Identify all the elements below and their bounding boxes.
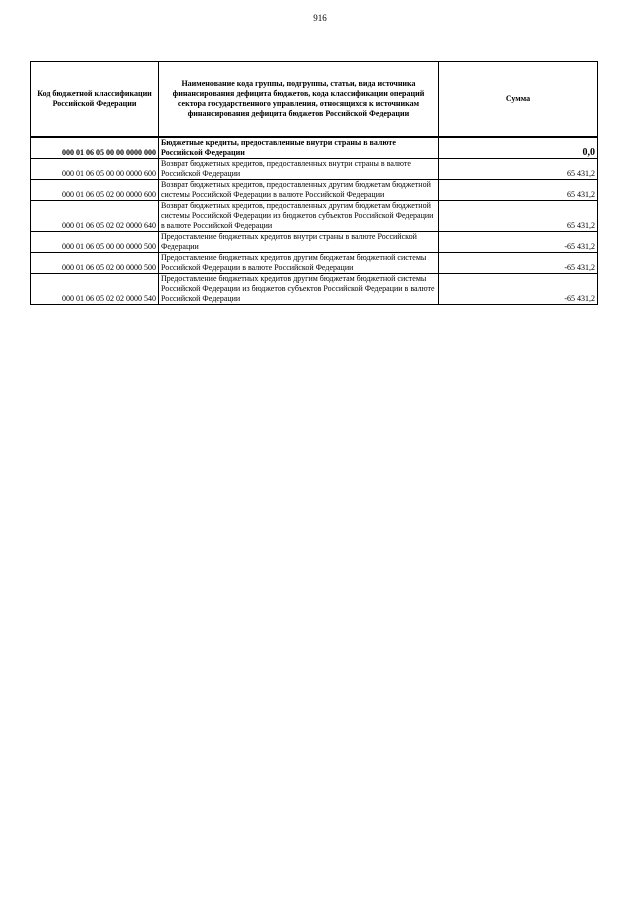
table-row [31,253,598,274]
row-amount: -65 431,2 [439,274,598,305]
row-code: 000 01 06 05 02 02 0000 640 [31,201,159,232]
row-code: 000 01 06 05 00 00 0000 500 [31,232,159,253]
row-name: Бюджетные кредиты, предоставленные внутри страны в валюте Российской Федерации [159,137,439,159]
row-name: Возврат бюджетных кредитов, предоставленных другим бюджетам бюджетной системы Российской Федерации в валюте Российской Федерации [159,180,439,201]
row-amount: 0,0 [439,137,598,159]
row-amount: 65 431,2 [439,180,598,201]
table-header-row [31,62,598,138]
page-number: 916 [313,13,327,23]
row-code: 000 01 06 05 02 00 0000 500 [31,253,159,274]
budget-sources-table [30,61,598,305]
row-name: Возврат бюджетных кредитов, предоставленных внутри страны в валюте Российской Федерации [159,159,439,180]
row-code: 000 01 06 05 00 00 0000 000 [31,137,159,159]
header-code: Код бюджетной классификации Российской Федерации [31,62,159,138]
table-row [31,159,598,180]
table-row [31,232,598,253]
row-name: Возврат бюджетных кредитов, предоставленных другим бюджетам бюджетной системы Российской Федерации из бюджетов субъектов Российской Федерации в валюте Российской Федерации [159,201,439,232]
table-row [31,274,598,305]
row-name: Предоставление бюджетных кредитов внутри страны в валюте Российской Федерации [159,232,439,253]
table-row [31,137,598,159]
row-amount: 65 431,2 [439,201,598,232]
header-name: Наименование кода группы, подгруппы, статьи, вида источника финансирования дефицита бюджетов, кода классификации операций сектора государственного управления, относящихся к источникам финансирования дефицита бюджетов Российской Федерации [159,62,439,138]
header-amount: Сумма [439,62,598,138]
row-code: 000 01 06 05 00 00 0000 600 [31,159,159,180]
table-row [31,201,598,232]
row-amount: -65 431,2 [439,232,598,253]
row-name: Предоставление бюджетных кредитов другим бюджетам бюджетной системы Российской Федерации из бюджетов субъектов Российской Федерации в валюте Российской Федерации [159,274,439,305]
table-row [31,180,598,201]
row-code: 000 01 06 05 02 00 0000 600 [31,180,159,201]
row-amount: 65 431,2 [439,159,598,180]
row-amount: -65 431,2 [439,253,598,274]
row-name: Предоставление бюджетных кредитов другим бюджетам бюджетной системы Российской Федерации в валюте Российской Федерации [159,253,439,274]
row-code: 000 01 06 05 02 02 0000 540 [31,274,159,305]
